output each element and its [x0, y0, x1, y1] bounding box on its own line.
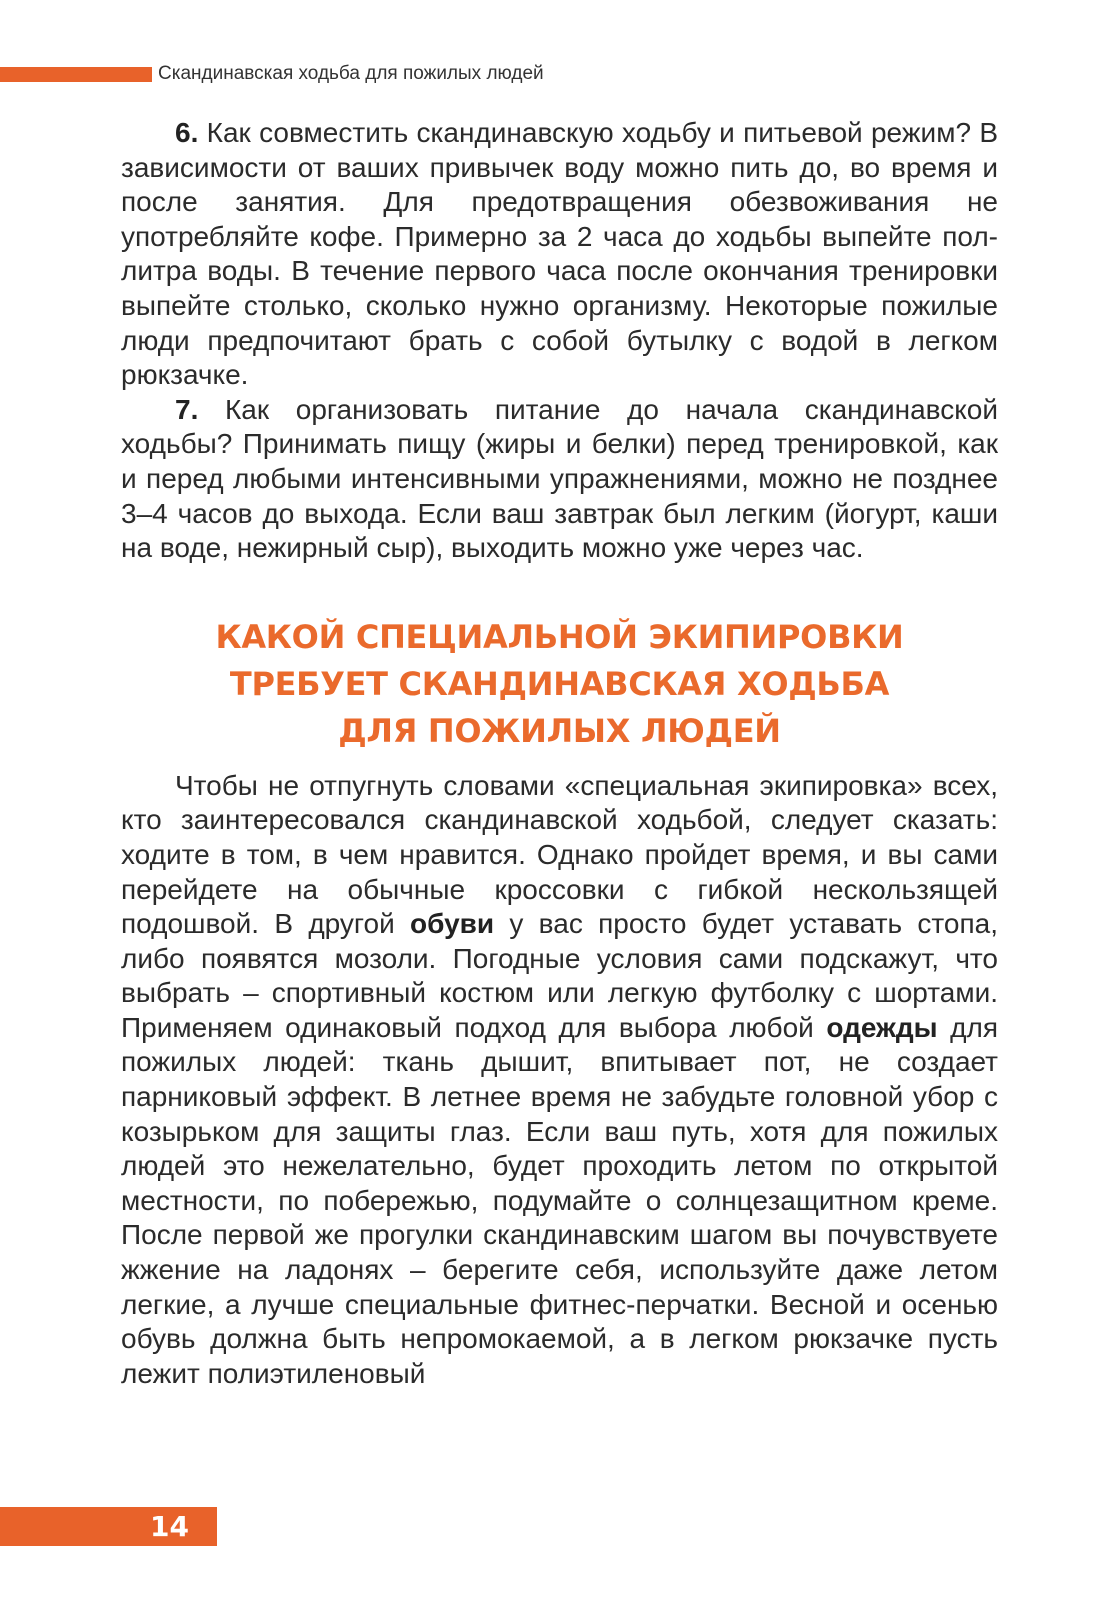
bold-term-footwear: обуви: [410, 908, 495, 940]
page-content: [121, 116, 998, 1391]
paragraph-text: Как организовать питание до начала скандинавской ходьбы? Принимать пищу (жиры и белки) перед тренировкой, как и перед любыми интенсивными упражнениями, можно не позднее 3–4 часов до выхода. Если ваш завтрак был легким (йогурт, каши на воде, нежирный сыр), выходить можно уже через час.: [121, 393, 998, 564]
bold-term-clothing: одежды: [826, 1011, 938, 1043]
section-heading: [121, 614, 998, 755]
section-heading-line: ТРЕБУЕТ СКАНДИНАВСКАЯ ХОДЬБА: [229, 664, 890, 703]
section-heading-line: КАКОЙ СПЕЦИАЛЬНОЙ ЭКИПИРОВКИ: [215, 617, 904, 656]
section-heading-line: ДЛЯ ПОЖИЛЫХ ЛЮДЕЙ: [338, 711, 781, 750]
body-text: у вас просто будет уставать стопа, либо появятся мозоли. Погодные условия сами подскажут, что выбрать – спортивный костюм или легкую футболку с шортами. Применяем одинаковый подход для выбора любой: [121, 908, 999, 1043]
paragraph-item-7: [121, 393, 998, 566]
running-head: Скандинавская ходьба для пожилых людей: [158, 63, 544, 84]
page-number: 14: [150, 1510, 189, 1543]
section-body-paragraph: [121, 769, 998, 1392]
paragraph-text: Как совместить скандинавскую ходьбу и питьевой режим? В зависимости от ваших привычек воду можно пить до, во время и после занятия. Для предотвращения обезвоживания не употребляйте кофе. Примерно за 2 часа до ходьбы выпейте пол-литра воды. В течение первого часа после окончания тренировки выпейте столько, сколько нужно организму. Некоторые пожилые люди предпочитают брать с собой бутылку с водой в легком рюкзачке.: [121, 117, 998, 391]
paragraph-item-6: [121, 116, 998, 393]
header-accent-bar: [0, 67, 152, 82]
body-text: Чтобы не отпугнуть словами «специальная экипировка» всех, кто заинтересовался скандинавской ходьбой, следует сказать: ходите в том, в чем нравится. Однако пройдет время, и вы сами перейдете на обычные кроссовки с гибкой нескользящей подошвой. В другой: [121, 769, 998, 940]
body-text: для пожилых людей: ткань дышит, впитывает пот, не создает парниковый эффект. В летнее время не забудьте головной убор с козырьком для защиты глаз. Если ваш путь, хотя для пожилых людей это нежелательно, будет проходить летом по открытой местности, по побережью, подумайте о солнцезащитном креме. После первой же прогулки скандинавским шагом вы почувствуете жжение на ладонях – берегите себя, используйте даже летом легкие, а лучше специальные фитнес-перчатки. Весной и осенью обувь должна быть непромокаемой, а в легком рюкзачке пусть лежит полиэтиленовый: [121, 1011, 998, 1389]
item-number: 6.: [175, 117, 199, 148]
item-number: 7.: [175, 393, 199, 425]
